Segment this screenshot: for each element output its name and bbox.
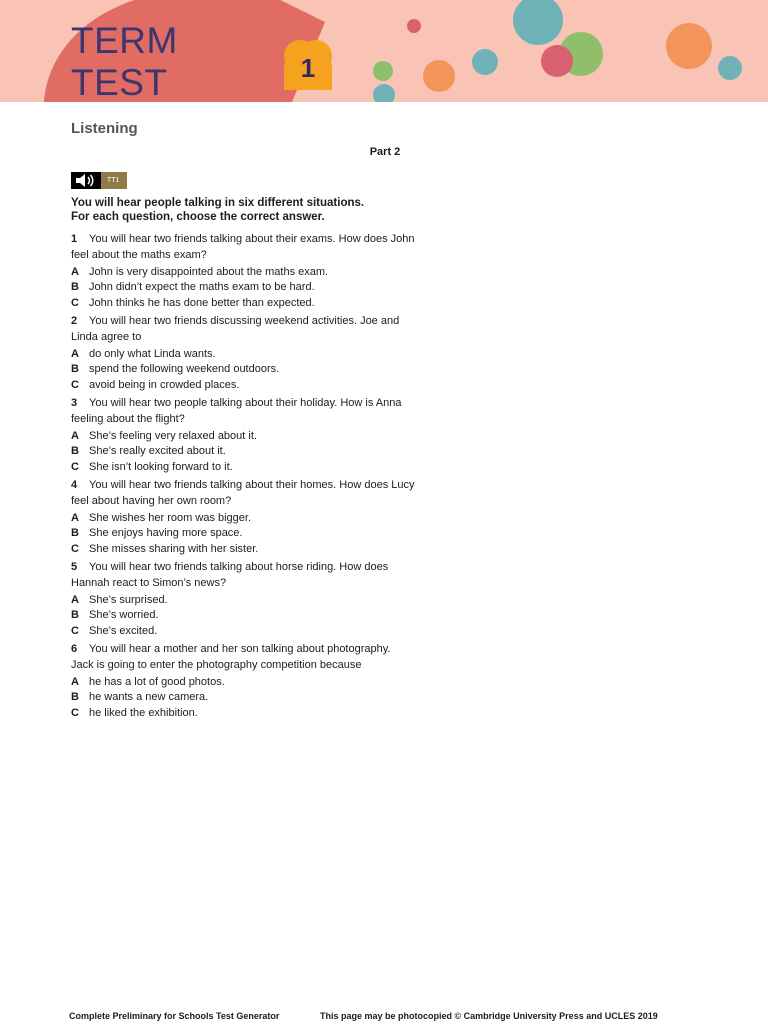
question-number: 6	[71, 643, 78, 655]
section-heading: Listening	[71, 120, 138, 137]
answer-option	[71, 526, 416, 542]
audio-track-badge[interactable]	[71, 172, 127, 189]
option-letter: B	[71, 445, 79, 457]
answer-option	[71, 460, 416, 476]
answer-option	[71, 429, 416, 445]
answer-option	[71, 265, 416, 281]
header-banner	[0, 0, 768, 102]
question-1	[71, 232, 416, 311]
option-letter: A	[71, 675, 79, 688]
option-text: She enjoys having more space.	[89, 527, 243, 539]
question-stem	[71, 396, 416, 427]
option-letter: A	[71, 429, 79, 442]
option-text: he has a lot of good photos.	[89, 675, 225, 688]
answer-option	[71, 296, 416, 312]
question-number: 3	[71, 397, 78, 409]
question-number: 2	[71, 315, 78, 327]
question-text: You will hear two friends talking about horse riding. How does Hannah react to Simon’s news?	[71, 561, 389, 589]
answer-option	[71, 706, 416, 722]
option-text: John didn’t expect the maths exam to be hard.	[89, 281, 315, 293]
answer-option	[71, 347, 416, 363]
option-letter: C	[71, 378, 79, 391]
option-letter: C	[71, 460, 79, 473]
option-letter: B	[71, 363, 79, 375]
question-number: 1	[71, 233, 78, 245]
question-text: You will hear two people talking about their holiday. How is Anna feeling about the flight?	[71, 397, 402, 425]
question-stem	[71, 232, 416, 263]
option-letter: A	[71, 265, 79, 278]
term-title-line-2: TEST	[71, 62, 168, 102]
question-text: You will hear two friends discussing weekend activities. Joe and Linda agree to	[71, 315, 400, 343]
option-text: She misses sharing with her sister.	[89, 542, 259, 555]
question-text: You will hear a mother and her son talking about photography. Jack is going to enter the photography competition because	[71, 643, 391, 671]
option-letter: C	[71, 542, 79, 555]
option-text: She’s really excited about it.	[89, 445, 226, 457]
answer-option	[71, 624, 416, 640]
question-3	[71, 396, 416, 475]
answer-option	[71, 362, 416, 378]
option-letter: C	[71, 624, 79, 637]
part-label: Part 2	[369, 146, 401, 158]
option-letter: A	[71, 593, 79, 606]
option-text: he wants a new camera.	[89, 691, 209, 703]
option-letter: A	[71, 511, 79, 524]
answer-option	[71, 542, 416, 558]
option-letter: C	[71, 706, 79, 719]
option-letter: B	[71, 609, 79, 621]
option-text: spend the following weekend outdoors.	[89, 363, 280, 375]
question-5	[71, 560, 416, 639]
option-letter: B	[71, 527, 79, 539]
answer-option	[71, 511, 416, 527]
page-footer	[69, 1011, 709, 1021]
option-text: She’s excited.	[89, 624, 158, 637]
question-stem	[71, 478, 416, 509]
question-2	[71, 314, 416, 393]
question-4	[71, 478, 416, 557]
option-text: John is very disappointed about the maths exam.	[89, 265, 329, 278]
answer-option	[71, 444, 416, 460]
answer-option	[71, 593, 416, 609]
option-text: She wishes her room was bigger.	[89, 511, 252, 524]
option-text: he liked the exhibition.	[89, 706, 198, 719]
footer-copyright: This page may be photocopied © Cambridge University Press and UCLES 2019	[320, 1011, 658, 1021]
answer-option	[71, 608, 416, 624]
question-text: You will hear two friends talking about their exams. How does John feel about the maths exam?	[71, 233, 415, 261]
option-text: She’s surprised.	[89, 593, 168, 606]
option-text: do only what Linda wants.	[89, 347, 216, 360]
question-stem	[71, 314, 416, 345]
answer-option	[71, 280, 416, 296]
option-text: She’s worried.	[89, 609, 159, 621]
answer-option	[71, 690, 416, 706]
option-text: avoid being in crowded places.	[89, 378, 240, 391]
option-letter: A	[71, 347, 79, 360]
answer-option	[71, 378, 416, 394]
footer-title: Complete Preliminary for Schools Test Generator	[69, 1011, 280, 1021]
answer-option	[71, 675, 416, 691]
question-number: 5	[71, 561, 78, 573]
question-list	[71, 232, 416, 724]
instruction-line: For each question, choose the correct answer.	[71, 211, 325, 223]
question-stem	[71, 560, 416, 591]
question-text: You will hear two friends talking about their homes. How does Lucy feel about having her own room?	[71, 479, 415, 507]
term-number-badge: 1	[300, 53, 316, 83]
question-stem	[71, 642, 416, 673]
track-label: TT1	[101, 172, 127, 189]
option-letter: B	[71, 691, 79, 703]
option-text: She isn’t looking forward to it.	[89, 460, 233, 473]
speaker-icon	[71, 172, 101, 189]
instructions	[71, 196, 471, 224]
term-test-title	[71, 20, 271, 102]
option-letter: B	[71, 281, 79, 293]
option-letter: C	[71, 296, 79, 309]
option-text: John thinks he has done better than expected.	[89, 296, 315, 309]
term-title-line-1: TERM	[71, 20, 178, 61]
question-6	[71, 642, 416, 721]
question-number: 4	[71, 479, 78, 491]
option-text: She’s feeling very relaxed about it.	[89, 429, 257, 442]
instruction-line: You will hear people talking in six different situations.	[71, 197, 365, 209]
